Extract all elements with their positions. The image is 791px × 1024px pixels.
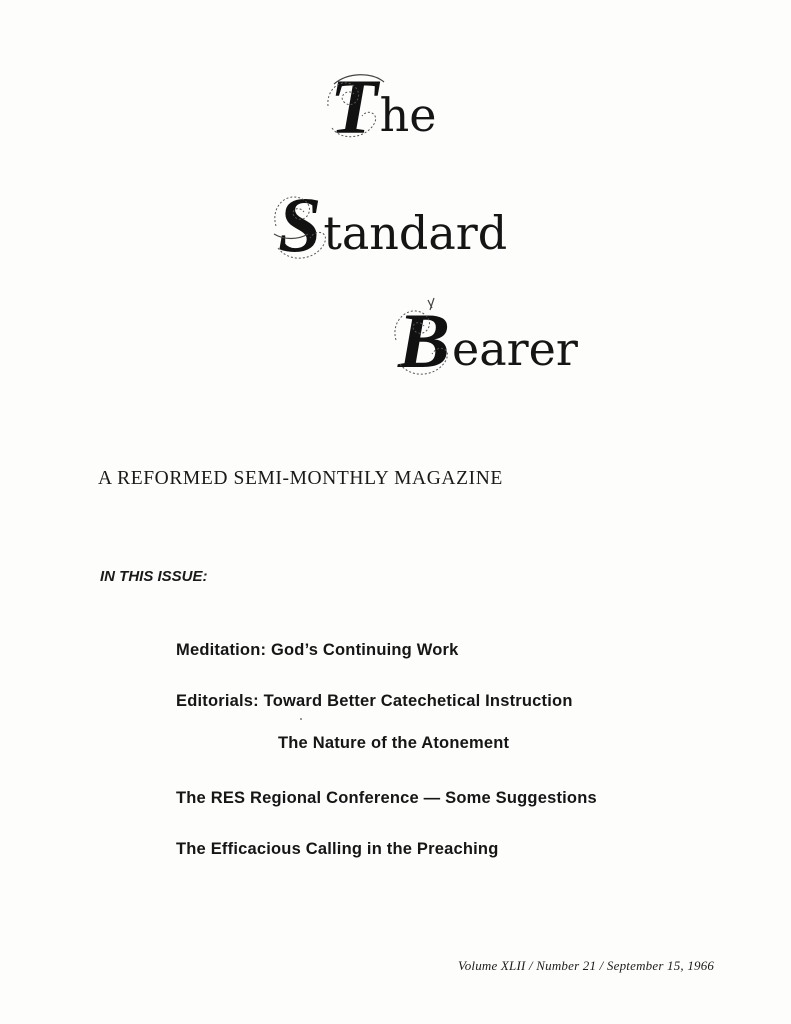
toc-item-efficacious-calling: The Efficacious Calling in the Preaching — [176, 840, 499, 858]
masthead-initial-s: S — [278, 190, 321, 260]
toc-item-editorials: Editorials: Toward Better Catechetical Instruction — [176, 692, 573, 710]
issue-info: Volume XLII / Number 21 / September 15, 1966 — [458, 958, 715, 973]
toc-item-res-conference: The RES Regional Conference — Some Suggestions — [176, 789, 597, 807]
in-this-issue-heading: IN THIS ISSUE: — [100, 568, 208, 585]
print-speck — [300, 718, 302, 720]
masthead-word-bearer: earer — [452, 322, 578, 377]
toc-item-atonement: The Nature of the Atonement — [278, 734, 510, 752]
masthead-line-the — [330, 63, 437, 150]
masthead-line-bearer — [398, 297, 578, 384]
masthead-word-the: he — [379, 88, 437, 143]
toc-item-meditation: Meditation: God’s Continuing Work — [176, 641, 459, 659]
masthead-line-standard — [278, 181, 508, 268]
magazine-subtitle: A REFORMED SEMI-MONTHLY MAGAZINE — [98, 468, 503, 489]
masthead-word-standard: tandard — [323, 206, 508, 261]
masthead-initial-t: T — [330, 72, 378, 142]
masthead-initial-b: B — [398, 306, 450, 376]
